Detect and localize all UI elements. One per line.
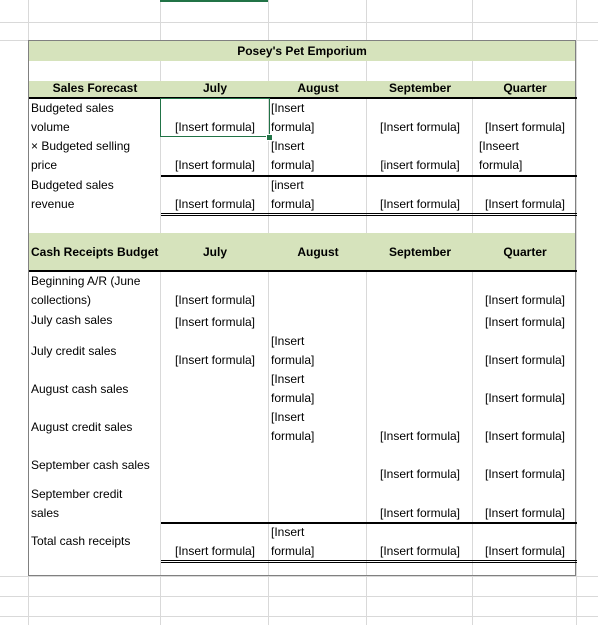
gridline bbox=[0, 22, 598, 23]
sales-row-label[interactable]: Budgeted sales revenue bbox=[31, 178, 114, 211]
cash-row-label[interactable]: August cash sales bbox=[31, 382, 129, 396]
sales-cell-quarter[interactable]: [Insert formula] bbox=[484, 197, 566, 211]
sales-row-label[interactable]: Budgeted sales volume bbox=[31, 101, 114, 134]
cash-cell-quarter[interactable]: [Insert formula] bbox=[484, 506, 566, 520]
cash-row-label[interactable]: July credit sales bbox=[31, 344, 117, 358]
cash-header-september[interactable]: September bbox=[388, 245, 452, 259]
cash-cell-july[interactable]: [Insert formula] bbox=[174, 315, 256, 329]
cash-header-quarter[interactable]: Quarter bbox=[503, 245, 547, 259]
active-cell-selection bbox=[160, 98, 270, 137]
cash-cell-september[interactable]: [Insert formula] bbox=[379, 467, 461, 481]
cash-cell-august[interactable]: [Insert formula] bbox=[271, 410, 315, 443]
cash-header-july[interactable]: July bbox=[202, 245, 227, 259]
cash-cell-july[interactable]: [Insert formula] bbox=[174, 544, 256, 558]
sales-cell-july[interactable]: [Insert formula] bbox=[174, 197, 256, 211]
cash-cell-quarter[interactable]: [Insert formula] bbox=[484, 429, 566, 443]
sales-cell-august[interactable]: [Insert formula] bbox=[271, 101, 315, 134]
total-double-rule bbox=[161, 560, 577, 563]
cash-cell-quarter[interactable]: [Insert formula] bbox=[484, 293, 566, 307]
cash-row-label[interactable]: September cash sales bbox=[31, 458, 150, 472]
cash-row-label[interactable]: August credit sales bbox=[31, 420, 133, 434]
sales-header-august[interactable]: August bbox=[297, 81, 339, 95]
gridline bbox=[0, 616, 598, 617]
worksheet-table bbox=[28, 40, 576, 576]
cash-row-label[interactable]: September credit sales bbox=[31, 487, 123, 520]
cash-row-label[interactable]: Beginning A/R (June collections) bbox=[31, 274, 141, 307]
gridline bbox=[0, 576, 598, 577]
total-double-rule bbox=[161, 213, 577, 216]
sales-cell-september[interactable]: [insert formula] bbox=[380, 158, 460, 172]
sales-cell-quarter[interactable]: [Insert formula] bbox=[484, 120, 566, 134]
sales-cell-september[interactable]: [Insert formula] bbox=[379, 197, 461, 211]
sales-cell-quarter[interactable]: [Inseert formula] bbox=[479, 139, 523, 172]
sales-cell-august[interactable]: [Insert formula] bbox=[271, 139, 315, 172]
cash-cell-july[interactable]: [Insert formula] bbox=[174, 293, 256, 307]
cash-cell-september[interactable]: [Insert formula] bbox=[379, 429, 461, 443]
cash-cell-quarter[interactable]: [Insert formula] bbox=[484, 353, 566, 367]
sales-header-quarter[interactable]: Quarter bbox=[503, 81, 547, 95]
cash-cell-quarter[interactable]: [Insert formula] bbox=[484, 544, 566, 558]
column-selection-indicator bbox=[160, 0, 268, 2]
cash-header-august[interactable]: August bbox=[297, 245, 339, 259]
sales-header-label[interactable]: Sales Forecast bbox=[52, 81, 138, 95]
cash-cell-august[interactable]: [Insert formula] bbox=[271, 372, 315, 405]
sales-header-september[interactable]: September bbox=[388, 81, 452, 95]
sales-cell-july[interactable]: [Insert formula] bbox=[174, 120, 256, 134]
cash-cell-quarter[interactable]: [Insert formula] bbox=[484, 467, 566, 481]
sales-cell-august[interactable]: [insert formula] bbox=[271, 178, 315, 211]
cash-cell-august[interactable]: [Insert formula] bbox=[271, 334, 315, 367]
cash-cell-september[interactable]: [Insert formula] bbox=[379, 506, 461, 520]
sheet-title[interactable]: Posey's Pet Emporium bbox=[29, 41, 575, 61]
subtotal-rule bbox=[161, 522, 577, 524]
sales-cell-september[interactable]: [Insert formula] bbox=[379, 120, 461, 134]
subtotal-rule bbox=[161, 175, 577, 177]
cash-cell-july[interactable]: [Insert formula] bbox=[174, 353, 256, 367]
cash-header-label[interactable]: Cash Receipts Budget bbox=[31, 245, 159, 259]
sales-header-july[interactable]: July bbox=[202, 81, 227, 95]
sales-row-label[interactable]: × Budgeted selling price bbox=[31, 139, 131, 172]
cash-cell-september[interactable]: [Insert formula] bbox=[379, 544, 461, 558]
sales-cell-july[interactable]: [Insert formula] bbox=[174, 158, 256, 172]
cash-row-label[interactable]: July cash sales bbox=[31, 313, 113, 327]
cash-cell-quarter[interactable]: [Insert formula] bbox=[484, 315, 566, 329]
cash-cell-august[interactable]: [Insert formula] bbox=[271, 525, 315, 558]
cash-row-label[interactable]: Total cash receipts bbox=[31, 534, 131, 548]
cash-cell-quarter[interactable]: [Insert formula] bbox=[484, 391, 566, 405]
gridline bbox=[0, 596, 598, 597]
